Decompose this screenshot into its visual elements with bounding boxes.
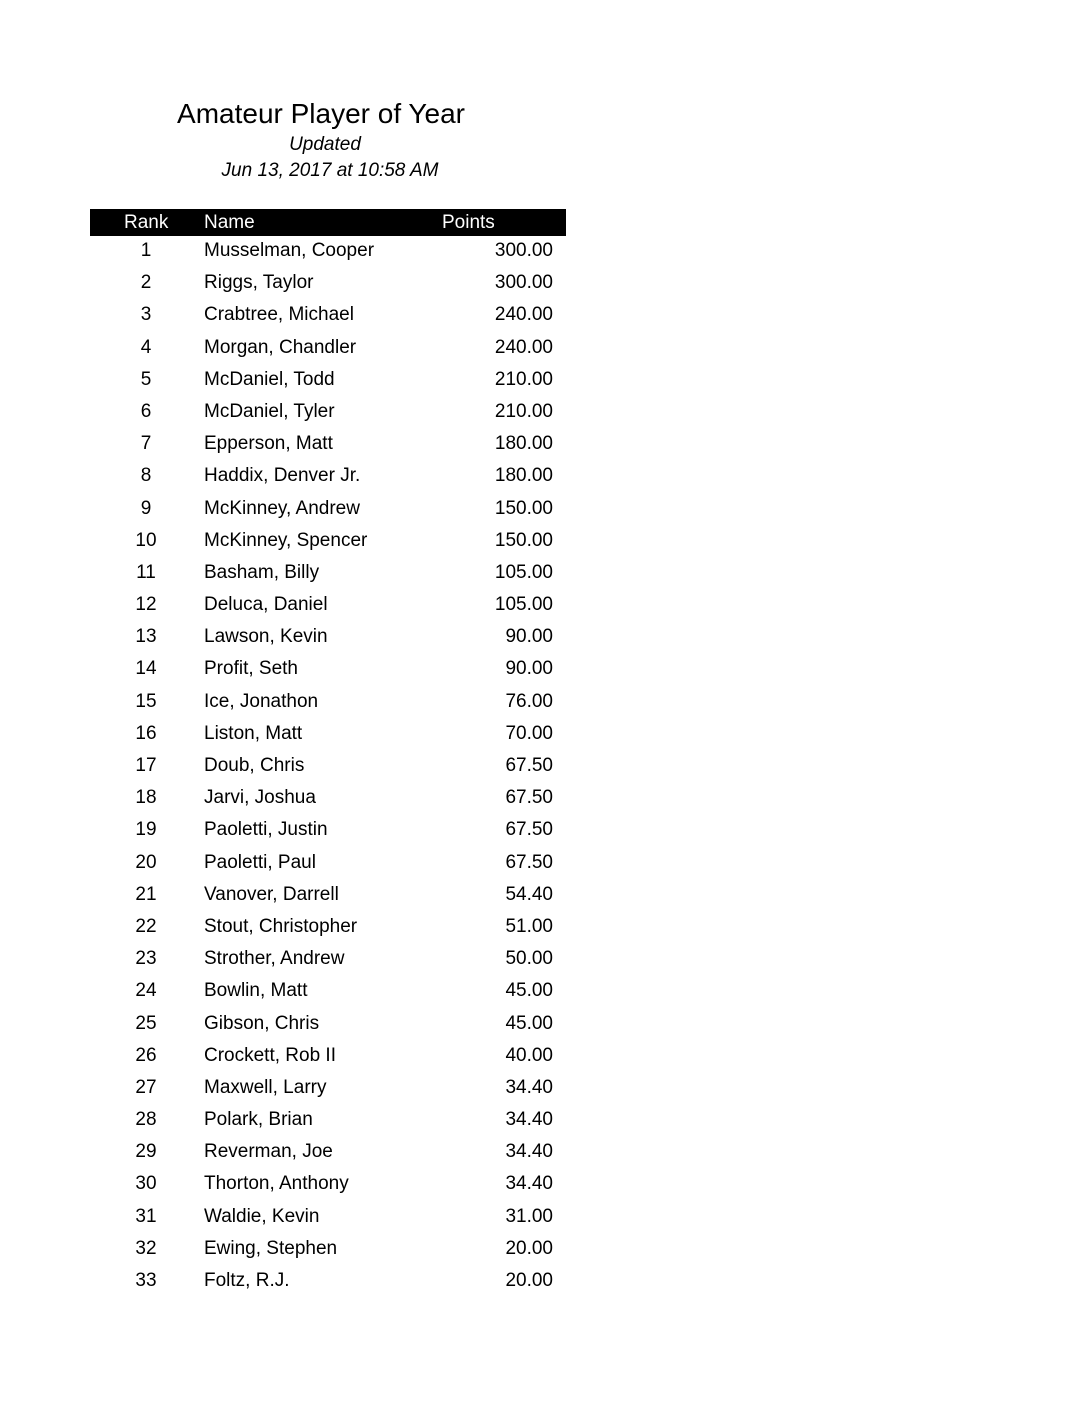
name-cell: Haddix, Denver Jr. <box>204 465 361 487</box>
points-cell: 90.00 <box>505 626 553 648</box>
points-cell: 180.00 <box>494 465 553 487</box>
table-row <box>90 494 566 526</box>
table-row <box>90 300 566 332</box>
points-cell: 76.00 <box>505 690 553 712</box>
report-header <box>90 96 566 184</box>
name-cell: Strother, Andrew <box>204 948 345 970</box>
name-cell: Maxwell, Larry <box>204 1076 327 1098</box>
name-cell: Basham, Billy <box>204 561 320 583</box>
name-cell: Lawson, Kevin <box>204 626 328 648</box>
rank-cell: 15 <box>135 690 157 712</box>
name-cell: Profit, Seth <box>204 658 298 680</box>
points-cell: 300.00 <box>494 240 553 261</box>
table-row <box>90 1266 566 1298</box>
table-row <box>90 558 566 590</box>
table-row <box>90 944 566 976</box>
name-cell: Ice, Jonathon <box>204 690 319 712</box>
name-cell: Foltz, R.J. <box>204 1270 290 1291</box>
rank-cell: 25 <box>135 1012 157 1034</box>
table-row <box>90 654 566 686</box>
table-row <box>90 815 566 847</box>
points-cell: 67.50 <box>505 755 553 776</box>
rank-cell: 27 <box>135 1076 157 1098</box>
updated-date: Jun 13, 2017 at 10:58 AM <box>221 160 439 181</box>
rank-cell: 16 <box>135 722 157 744</box>
rank-cell: 30 <box>135 1173 157 1195</box>
rank-cell: 4 <box>140 336 152 358</box>
name-cell: Crabtree, Michael <box>204 304 354 326</box>
name-cell: Morgan, Chandler <box>204 336 357 358</box>
rank-cell: 12 <box>135 594 157 616</box>
rank-cell: 14 <box>135 658 157 680</box>
table-header <box>90 209 566 236</box>
table-row <box>90 1105 566 1137</box>
rank-cell: 13 <box>135 626 157 648</box>
points-cell: 70.00 <box>505 722 553 744</box>
points-cell: 105.00 <box>494 594 553 616</box>
points-cell: 67.50 <box>505 787 553 809</box>
table-body <box>90 236 566 1298</box>
rank-cell: 10 <box>135 529 157 551</box>
points-cell: 50.00 <box>505 948 553 970</box>
table-row <box>90 751 566 783</box>
name-cell: Reverman, Joe <box>204 1141 333 1163</box>
name-cell: Waldie, Kevin <box>204 1205 320 1227</box>
name-cell: Musselman, Cooper <box>204 240 375 261</box>
table-row <box>90 236 566 268</box>
points-cell: 240.00 <box>494 304 553 326</box>
rank-cell: 9 <box>140 497 152 519</box>
name-cell: McDaniel, Todd <box>204 368 335 390</box>
column-header-rank: Rank <box>124 212 169 233</box>
points-cell: 34.40 <box>505 1109 553 1131</box>
rank-cell: 23 <box>135 948 157 970</box>
points-cell: 67.50 <box>505 819 553 841</box>
points-cell: 54.40 <box>505 883 553 905</box>
table-row <box>90 1137 566 1169</box>
name-cell: Crockett, Rob II <box>204 1044 336 1066</box>
name-cell: Doub, Chris <box>204 755 305 776</box>
column-header-points: Points <box>442 212 495 233</box>
points-cell: 150.00 <box>494 497 553 519</box>
table-row <box>90 268 566 300</box>
name-cell: Polark, Brian <box>204 1109 313 1131</box>
name-cell: McKinney, Spencer <box>204 529 368 551</box>
rank-cell: 31 <box>135 1205 157 1227</box>
rank-cell: 24 <box>135 980 157 1002</box>
points-cell: 240.00 <box>494 336 553 358</box>
rank-cell: 6 <box>140 400 152 422</box>
table-row <box>90 590 566 622</box>
points-cell: 210.00 <box>494 368 553 390</box>
rank-cell: 28 <box>135 1109 157 1131</box>
name-cell: Paoletti, Paul <box>204 851 316 873</box>
rank-cell: 5 <box>140 368 152 390</box>
rank-cell: 22 <box>135 915 157 937</box>
points-cell: 34.40 <box>505 1141 553 1163</box>
rank-cell: 3 <box>140 304 152 326</box>
table-row <box>90 1202 566 1234</box>
updated-label: Updated <box>289 134 361 155</box>
rank-cell: 11 <box>136 561 156 583</box>
page-title: Amateur Player of Year <box>177 98 465 129</box>
name-cell: McKinney, Andrew <box>204 497 360 519</box>
table-row <box>90 719 566 751</box>
table-row <box>90 1073 566 1105</box>
table-row <box>90 687 566 719</box>
name-cell: McDaniel, Tyler <box>204 400 335 422</box>
name-cell: Paoletti, Justin <box>204 819 328 841</box>
points-cell: 45.00 <box>505 980 553 1002</box>
rank-cell: 1 <box>140 240 152 261</box>
points-cell: 51.00 <box>505 915 553 937</box>
standings-table <box>90 209 566 1298</box>
name-cell: Thorton, Anthony <box>204 1173 349 1195</box>
rank-cell: 33 <box>135 1270 157 1291</box>
table-row <box>90 526 566 558</box>
points-cell: 45.00 <box>505 1012 553 1034</box>
table-row <box>90 1041 566 1073</box>
rank-cell: 19 <box>135 819 157 841</box>
points-cell: 31.00 <box>505 1205 553 1227</box>
name-cell: Vanover, Darrell <box>204 883 339 905</box>
rank-cell: 8 <box>140 465 152 487</box>
table-row <box>90 848 566 880</box>
rank-cell: 29 <box>135 1141 157 1163</box>
name-cell: Stout, Christopher <box>204 915 358 937</box>
rank-cell: 26 <box>135 1044 157 1066</box>
rank-cell: 20 <box>135 851 157 873</box>
rank-cell: 18 <box>135 787 157 809</box>
name-cell: Liston, Matt <box>204 722 303 744</box>
table-row <box>90 365 566 397</box>
points-cell: 300.00 <box>494 272 553 294</box>
points-cell: 67.50 <box>505 851 553 873</box>
table-row <box>90 622 566 654</box>
table-row <box>90 397 566 429</box>
rank-cell: 2 <box>140 272 152 294</box>
points-cell: 20.00 <box>505 1237 553 1259</box>
rank-cell: 32 <box>135 1237 157 1259</box>
table-row <box>90 429 566 461</box>
rank-cell: 17 <box>135 755 157 776</box>
table-row <box>90 333 566 365</box>
name-cell: Jarvi, Joshua <box>204 787 316 809</box>
points-cell: 40.00 <box>505 1044 553 1066</box>
name-cell: Deluca, Daniel <box>204 594 328 616</box>
column-header-name: Name <box>204 212 255 233</box>
table-row <box>90 461 566 493</box>
points-cell: 34.40 <box>505 1076 553 1098</box>
name-cell: Ewing, Stephen <box>204 1237 338 1259</box>
points-cell: 105.00 <box>494 561 553 583</box>
table-row <box>90 783 566 815</box>
table-row <box>90 1009 566 1041</box>
points-cell: 210.00 <box>494 400 553 422</box>
name-cell: Gibson, Chris <box>204 1012 320 1034</box>
points-cell: 180.00 <box>494 433 553 455</box>
table-row <box>90 912 566 944</box>
table-row <box>90 880 566 912</box>
rank-cell: 7 <box>140 433 152 455</box>
table-row <box>90 1234 566 1266</box>
points-cell: 90.00 <box>505 658 553 680</box>
name-cell: Epperson, Matt <box>204 433 333 455</box>
name-cell: Riggs, Taylor <box>204 272 314 294</box>
rank-cell: 21 <box>135 883 157 905</box>
points-cell: 20.00 <box>505 1270 553 1291</box>
name-cell: Bowlin, Matt <box>204 980 308 1002</box>
points-cell: 150.00 <box>494 529 553 551</box>
table-row <box>90 1169 566 1201</box>
points-cell: 34.40 <box>505 1173 553 1195</box>
table-row <box>90 976 566 1008</box>
